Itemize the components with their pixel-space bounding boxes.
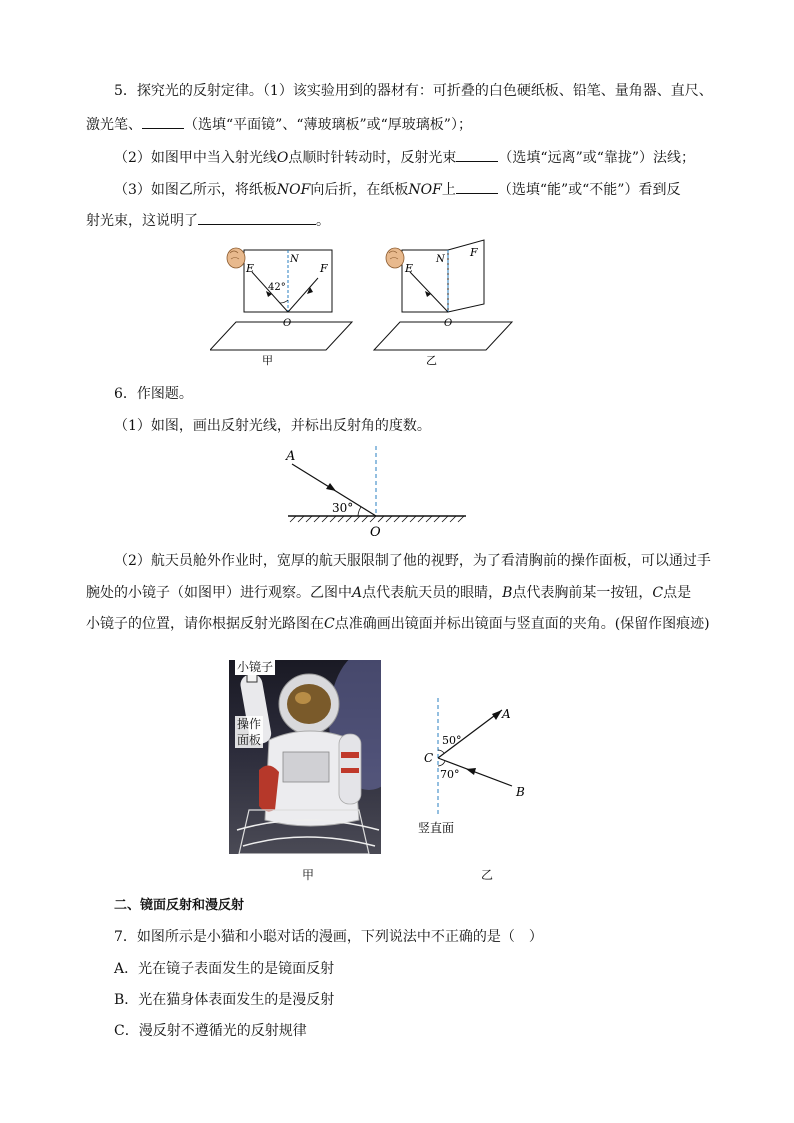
fig62-label-b: B (516, 785, 525, 799)
fig62-caption-yi: 乙 (481, 868, 494, 882)
q6-point-c: C (652, 585, 664, 601)
q5-line-3-text-a: （2）如图甲中当入射光线 (114, 150, 277, 166)
astronaut-illustration (229, 660, 381, 854)
q5-board-nof: NOF (276, 182, 311, 198)
visor (287, 684, 331, 724)
fig5-yi (374, 240, 512, 367)
fig5-yi-label-f: F (470, 246, 478, 259)
fig61-label-o: O (370, 525, 381, 540)
q7-stem: 7．如图所示是小猫和小聪对话的漫画，下列说法中不正确的是（ ） (114, 929, 543, 945)
q5-answer-blank-1[interactable] (142, 114, 184, 129)
fig5-jia-label-n: N (290, 254, 299, 265)
q6-p2-l3-b: 点准确画出镜面并标出镜面与竖直面的夹角。(保留作图痕迹) (334, 616, 710, 632)
q6-point-c-2: C (324, 616, 335, 632)
fig62-arrow-a (492, 710, 502, 720)
fig62-arc-bottom (438, 761, 445, 766)
q5-answer-blank-3[interactable] (456, 179, 498, 194)
fig61-arrow (326, 483, 336, 491)
q5-line-4-text-b: 向后折，在纸板 (310, 182, 409, 198)
q6-point-a: A (352, 585, 363, 601)
fig5-jia-caption: 甲 (262, 354, 273, 367)
q6-p2-l2-a: 腕处的小镜子（如图甲）进行观察。乙图中 (86, 585, 352, 601)
fig61-label-a: A (286, 449, 296, 464)
fig62-angle-top: 50° (442, 734, 462, 747)
q5-line-5-text-a: 射光束，这说明了 (86, 213, 198, 229)
fig62-label-c: C (424, 751, 434, 765)
q6-p2-l2-b: 点代表航天员的眼睛， (362, 585, 503, 601)
fig61-angle: 30° (332, 501, 354, 515)
q6-p2-l2-d: 点是 (663, 585, 692, 601)
panel-label (235, 716, 263, 748)
fig5-yi-caption: 乙 (426, 354, 437, 367)
fig5-jia-label-o: O (283, 318, 292, 329)
fig62-yi-diagram (412, 694, 552, 844)
q7-option-c[interactable]: C．漫反射不遵循光的反射规律 (114, 1023, 307, 1039)
q6-point-b: B (502, 585, 513, 601)
q7-option-a[interactable]: A．光在镜子表面发生的是镜面反射 (114, 961, 335, 977)
q6-p2-l2-c: 点代表胸前某一按钮， (512, 585, 653, 601)
mirror-label: 小镜子 (237, 660, 274, 674)
fig5-jia-label-f: F (320, 262, 328, 275)
fig61-angle-arc (358, 507, 361, 516)
fig5-jia (210, 248, 352, 367)
fig62-arc-top (438, 750, 444, 753)
hand-icon (386, 248, 404, 268)
fig62-arrow-b (466, 768, 476, 775)
fig5-jia-table (210, 322, 352, 350)
fig5-yi-label-n: N (436, 254, 445, 265)
fig5-yi-board-f (448, 240, 484, 312)
q5-line-2-text-a: 激光笔、 (86, 117, 142, 133)
fig5-jia-angle: 42° (268, 282, 286, 293)
q5-line-1: 5．探究光的反射定律。（1）该实验用到的器材有：可折叠的白色硬纸板、铅笔、量角器、直尺、 (114, 83, 713, 99)
q5-board-nof-2: NOF (408, 182, 442, 198)
q5-answer-blank-4[interactable] (198, 210, 316, 225)
q5-line-4-text-d: （选填“能”或“不能”）看到反 (497, 182, 681, 198)
q5-line-4-text-a: （3）如图乙所示，将纸板 (114, 182, 277, 198)
fig62-angle-bottom: 70° (440, 768, 460, 781)
fig61-diagram (282, 442, 472, 540)
q5-line-2 (86, 114, 472, 135)
q7-option-b[interactable]: B．光在猫身体表面发生的是漫反射 (114, 992, 335, 1008)
q5-line-4 (114, 179, 680, 200)
control-panel (283, 752, 329, 782)
panel-label-line-1: 操作 (237, 717, 262, 731)
q6-part-2-line-3 (86, 614, 710, 634)
fig5-yi-label-e: E (405, 262, 414, 275)
astronaut-photo (229, 660, 381, 854)
q6-part-2-line-2 (86, 583, 691, 603)
q6-p2-l3-a: 小镜子的位置，请你根据反射光路图在 (86, 616, 324, 632)
q6-title: 6．作图题。 (114, 386, 193, 402)
q5-line-3-text-c: （选填“远离”或“靠拢”）法线； (498, 150, 696, 166)
q6-part-1: （1）如图，画出反射光线，并标出反射角的度数。 (114, 418, 431, 434)
q5-line-3-text-b: 点顺时针转动时，反射光束 (288, 150, 457, 166)
q5-line-3 (114, 147, 695, 168)
q5-line-5-text-b: 。 (316, 213, 330, 229)
fig62-vertical-label: 竖直面 (418, 821, 455, 835)
q5-line-4-text-c: 上 (441, 182, 456, 198)
q5-line-2-text-b: （选填“平面镜”、“薄玻璃板”或“厚玻璃板”）； (184, 117, 472, 133)
fig5-yi-table (374, 322, 512, 350)
fig61-mirror-hatching (290, 516, 464, 522)
fig5-yi-label-o: O (444, 318, 453, 329)
section-2-title: 二、镜面反射和漫反射 (114, 898, 245, 913)
hand-icon (227, 248, 245, 268)
fig5-jia-label-e: E (246, 262, 255, 275)
fig62-caption-jia: 甲 (302, 868, 315, 882)
fig5-diagram (210, 238, 530, 368)
q5-line-5 (86, 210, 330, 231)
panel-label-line-2: 面板 (237, 733, 262, 747)
q5-point-o: O (276, 150, 289, 166)
fig62-label-a: A (502, 707, 511, 721)
q5-answer-blank-2[interactable] (456, 147, 498, 162)
q6-part-2-line-1: （2）航天员舱外作业时，宽厚的航天服限制了他的视野，为了看清胸前的操作面板，可以通过手 (114, 553, 711, 569)
